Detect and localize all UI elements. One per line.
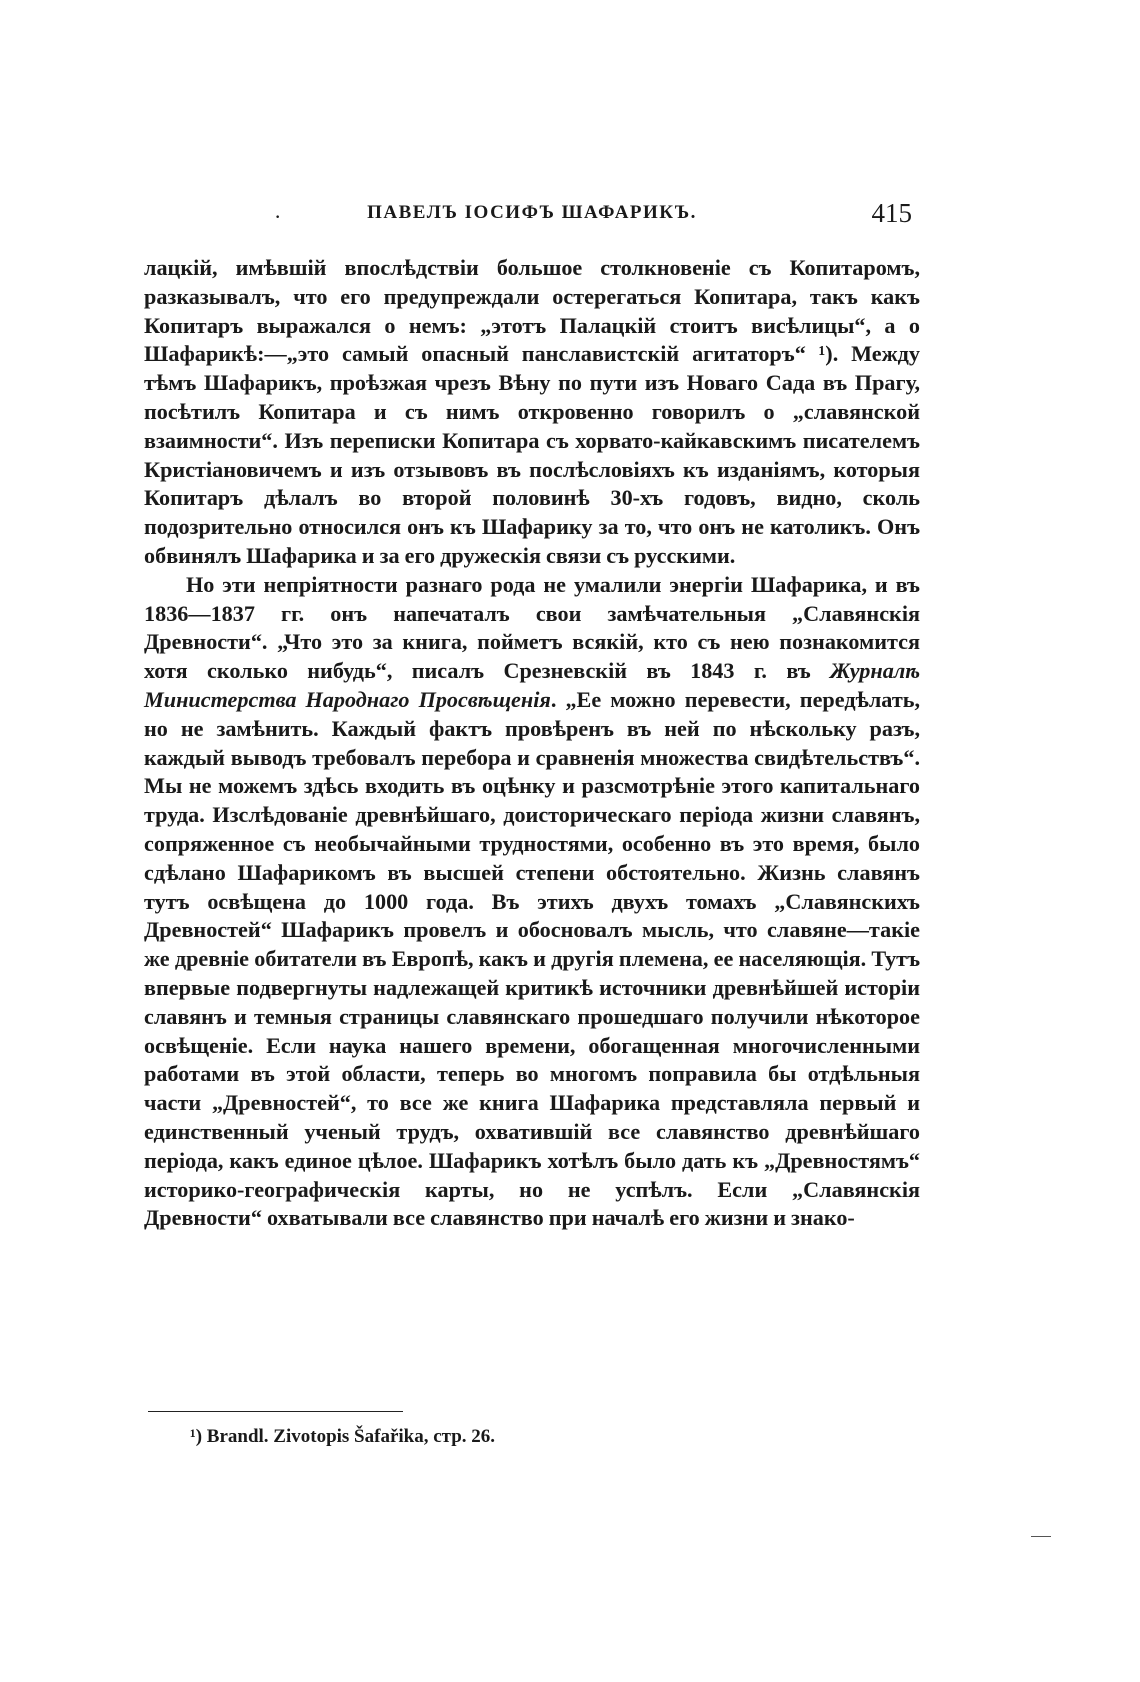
journal-title: Журналѣ Министерства Народнаго Просвѣщенія <box>144 658 920 712</box>
header-dot: · <box>274 204 282 229</box>
footnote-divider <box>148 1411 403 1412</box>
paragraph-1-text: лацкій, имѣвшій впослѣдствіи большое столкновеніе съ Копитаромъ, разказывалъ, что его предупреждали остерегаться Копитара, такъ какъ Копитаръ выражался о немъ: „этотъ Палацкій стоитъ висѣлицы“, а о Шафарикѣ:—„это самый опасный панславистскій агитаторъ“ ¹). Между тѣмъ Шафарикъ, проѣзжая чрезъ Вѣну по пути изъ Новаго Сада въ Прагу, посѣтилъ Копитара и съ нимъ откровенно говорилъ о „славянской взаимности“. Изъ переписки Копитара съ хорвато-кайкавскимъ писателемъ Кристіановичемъ и изъ отзывовъ въ послѣсловіяхъ къ изданіямъ, которыя Копитаръ дѣлалъ во второй половинѣ 30-хъ годовъ, видно, сколь подозрительно относился онъ къ Шафарику за то, что онъ не католикъ. Онъ обвинялъ Шафарика и за его дружескія связи съ русскими. <box>144 255 920 568</box>
scan-edge-mark <box>1031 1536 1051 1537</box>
paragraph-2-text-a: Но эти непріятности разнаго рода не умалили энергіи Шафарика, и въ 1836—1837 гг. онъ напечаталъ свои замѣчательныя „Славянскія Древности“. „Что это за книга, пойметъ всякій, кто съ нею познакомится хотя сколько нибудь“, писалъ Срезневскій въ 1843 г. въ <box>144 571 920 684</box>
running-title: ПАВЕЛЪ ІОСИФЪ ШАФАРИКЪ. <box>367 202 697 223</box>
page-header <box>144 198 920 234</box>
paragraph-continuation <box>144 254 920 571</box>
paragraph-2-text-b: . „Ее можно перевести, передѣлать, но не замѣнить. Каждый фактъ провѣренъ въ ней по нѣскольку разъ, каждый выводъ требовалъ перебора и сравненія множества свидѣтельствъ“. Мы не можемъ здѣсь входить въ оцѣнку и разсмотрѣніе этого капитальнаго труда. Изслѣдованіе древнѣйшаго, доисторическаго періода жизни славянъ, сопряженное съ необычайными трудностями, особенно въ это время, было сдѣлано Шафарикомъ въ высшей степени обстоятельно. Жизнь славянъ тутъ освѣщена до 1000 года. Въ этихъ двухъ томахъ „Славянскихъ Древностей“ Шафарикъ провелъ и обосновалъ мысль, что славяне—такіе же древніе обитатели въ Европѣ, какъ и другія племена, ее населяющія. Тутъ впервые подвергнуты надлежащей критикѣ источники древнѣйшей исторіи славянъ и темныя страницы славянскаго прошедшаго получили нѣкоторое освѣщеніе. Если наука нашего времени, обогащенная многочисленными работами въ этой области, теперь во многомъ поправила бы отдѣльныя части „Древностей“, то все же книга Шафарика представляла первый и единственный ученый трудъ, охватившій все славянство древнѣйшаго періода, какъ единое цѣлое. Шафарикъ хотѣлъ было дать къ „Древностямъ“ историко-географическія карты, но не успѣлъ. Если „Славянскія Древности“ охватывали все славянство при началѣ его жизни и знако- <box>144 686 921 1231</box>
paragraph-antiquities <box>144 571 920 1233</box>
footnote: ¹) Brandl. Zivotopis Šafařika, стр. 26. <box>190 1426 496 1447</box>
body-text <box>144 254 920 1233</box>
page-number: 415 <box>871 198 912 228</box>
